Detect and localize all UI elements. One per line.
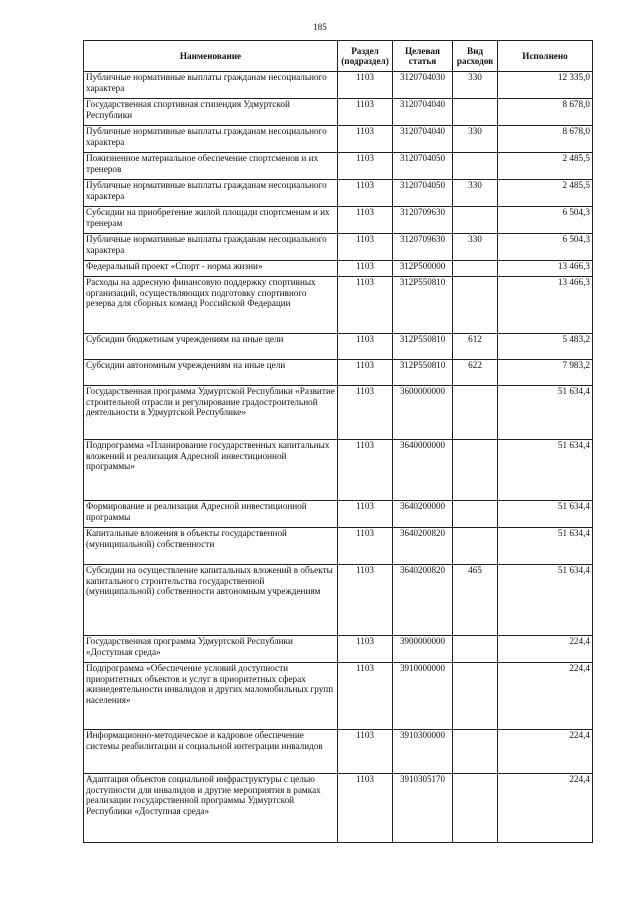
cell-target: 3640200820	[393, 528, 453, 565]
cell-amount: 51 634,4	[498, 386, 593, 440]
cell-section: 1103	[338, 126, 393, 153]
table-row	[84, 386, 593, 440]
cell-target: 3640200000	[393, 501, 453, 528]
cell-name: Публичные нормативные выплаты гражданам несоциального характера	[84, 234, 338, 261]
cell-kind	[453, 440, 498, 501]
cell-section: 1103	[338, 565, 393, 636]
header-amount: Исполнено	[498, 41, 593, 72]
cell-target: 3900000000	[393, 636, 453, 663]
cell-name: Федеральный проект «Спорт - норма жизни»	[84, 261, 338, 277]
header-target: Целевая статья	[393, 41, 453, 72]
cell-section: 1103	[338, 277, 393, 334]
cell-target: 312P500000	[393, 261, 453, 277]
cell-name: Подпрограмма «Обеспечение условий доступности приоритетных объектов и услуг в приоритетных сферах жизнедеятельности инвалидов и других маломобильных групп населения»	[84, 663, 338, 730]
cell-kind: 622	[453, 360, 498, 386]
cell-amount: 224,4	[498, 663, 593, 730]
cell-kind: 612	[453, 334, 498, 360]
table-row	[84, 72, 593, 99]
page-number: 185	[313, 22, 327, 32]
cell-amount: 5 483,2	[498, 334, 593, 360]
cell-kind	[453, 730, 498, 774]
cell-section: 1103	[338, 207, 393, 234]
cell-kind	[453, 501, 498, 528]
cell-amount: 51 634,4	[498, 501, 593, 528]
table-row	[84, 277, 593, 334]
cell-target: 3600000000	[393, 386, 453, 440]
cell-kind	[453, 277, 498, 334]
cell-amount: 51 634,4	[498, 440, 593, 501]
cell-amount: 8 678,0	[498, 99, 593, 126]
cell-name: Государственная спортивная стипендия Удмуртской Республики	[84, 99, 338, 126]
cell-amount: 12 335,0	[498, 72, 593, 99]
cell-amount: 6 504,3	[498, 207, 593, 234]
table-row	[84, 360, 593, 386]
table-row	[84, 501, 593, 528]
cell-name: Государственная программа Удмуртской Республики «Доступная среда»	[84, 636, 338, 663]
cell-target: 3120709630	[393, 207, 453, 234]
cell-section: 1103	[338, 180, 393, 207]
cell-kind	[453, 386, 498, 440]
cell-amount: 51 634,4	[498, 565, 593, 636]
cell-name: Публичные нормативные выплаты гражданам несоциального характера	[84, 126, 338, 153]
cell-target: 3910300000	[393, 730, 453, 774]
cell-kind: 465	[453, 565, 498, 636]
table-row	[84, 234, 593, 261]
table-row	[84, 528, 593, 565]
cell-section: 1103	[338, 440, 393, 501]
table-row	[84, 153, 593, 180]
cell-kind	[453, 636, 498, 663]
cell-amount: 224,4	[498, 730, 593, 774]
cell-name: Публичные нормативные выплаты гражданам несоциального характера	[84, 180, 338, 207]
cell-kind: 330	[453, 234, 498, 261]
header-kind: Вид расходов	[453, 41, 498, 72]
cell-section: 1103	[338, 360, 393, 386]
cell-name: Субсидии бюджетным учреждениям на иные цели	[84, 334, 338, 360]
cell-name: Субсидии на приобретение жилой площади спортсменам и их тренерам	[84, 207, 338, 234]
cell-target: 3640200820	[393, 565, 453, 636]
cell-section: 1103	[338, 774, 393, 843]
cell-amount: 13 466,3	[498, 261, 593, 277]
cell-kind: 330	[453, 126, 498, 153]
cell-target: 3910000000	[393, 663, 453, 730]
cell-kind	[453, 261, 498, 277]
table-row	[84, 440, 593, 501]
cell-section: 1103	[338, 663, 393, 730]
table-row	[84, 334, 593, 360]
cell-name: Пожизненное материальное обеспечение спортсменов и их тренеров	[84, 153, 338, 180]
table-body	[84, 72, 593, 843]
table-row	[84, 180, 593, 207]
cell-section: 1103	[338, 501, 393, 528]
cell-amount: 8 678,0	[498, 126, 593, 153]
cell-name: Расходы на адресную финансовую поддержку спортивных организаций, осуществляющих подготовку спортивного резерва для сборных команд Российской Федерации	[84, 277, 338, 334]
cell-amount: 13 466,3	[498, 277, 593, 334]
cell-target: 3120704030	[393, 72, 453, 99]
cell-kind	[453, 663, 498, 730]
cell-name: Субсидии на осуществление капитальных вложений в объекты капитального строительства государственной (муниципальной) собственности автономным учреждениям	[84, 565, 338, 636]
cell-amount: 2 485,5	[498, 153, 593, 180]
table-row	[84, 730, 593, 774]
cell-amount: 6 504,3	[498, 234, 593, 261]
cell-section: 1103	[338, 72, 393, 99]
cell-target: 3120704040	[393, 126, 453, 153]
cell-amount: 224,4	[498, 636, 593, 663]
header-name: Наименование	[84, 41, 338, 72]
cell-name: Адаптация объектов социальной инфраструктуры с целью доступности для инвалидов и другие мероприятия в рамках реализации государственной программы Удмуртской Республики «Доступная среда»	[84, 774, 338, 843]
cell-kind: 330	[453, 72, 498, 99]
cell-target: 3120709630	[393, 234, 453, 261]
cell-section: 1103	[338, 99, 393, 126]
cell-name: Информационно-методическое и кадровое обеспечение системы реабилитации и социальной интеграции инвалидов	[84, 730, 338, 774]
cell-kind	[453, 153, 498, 180]
table-header-row	[84, 41, 593, 72]
cell-target: 312P550810	[393, 277, 453, 334]
cell-section: 1103	[338, 386, 393, 440]
cell-section: 1103	[338, 528, 393, 565]
table-row	[84, 663, 593, 730]
cell-kind	[453, 528, 498, 565]
cell-target: 3910305170	[393, 774, 453, 843]
cell-target: 312P550810	[393, 360, 453, 386]
cell-section: 1103	[338, 334, 393, 360]
cell-target: 3120704040	[393, 99, 453, 126]
table-row	[84, 207, 593, 234]
cell-kind: 330	[453, 180, 498, 207]
cell-name: Капитальные вложения в объекты государственной (муниципальной) собственности	[84, 528, 338, 565]
table-row	[84, 565, 593, 636]
cell-target: 3640000000	[393, 440, 453, 501]
cell-target: 312P550810	[393, 334, 453, 360]
table-row	[84, 126, 593, 153]
cell-section: 1103	[338, 730, 393, 774]
cell-amount: 7 983,2	[498, 360, 593, 386]
table-row	[84, 99, 593, 126]
cell-target: 3120704050	[393, 153, 453, 180]
cell-name: Подпрограмма «Планирование государственных капитальных вложений и реализация Адресной инвестиционной программы»	[84, 440, 338, 501]
cell-name: Публичные нормативные выплаты гражданам несоциального характера	[84, 72, 338, 99]
budget-table	[83, 40, 593, 843]
cell-amount: 224,4	[498, 774, 593, 843]
cell-name: Государственная программа Удмуртской Республики «Развитие строительной отрасли и регулирование градостроительной деятельности в Удмуртской Республике»	[84, 386, 338, 440]
cell-kind	[453, 774, 498, 843]
cell-section: 1103	[338, 234, 393, 261]
cell-name: Формирование и реализация Адресной инвестиционной программы	[84, 501, 338, 528]
cell-kind	[453, 99, 498, 126]
cell-name: Субсидии автономным учреждениям на иные цели	[84, 360, 338, 386]
table-row	[84, 774, 593, 843]
cell-section: 1103	[338, 153, 393, 180]
cell-section: 1103	[338, 261, 393, 277]
cell-kind	[453, 207, 498, 234]
header-section: Раздел (подраздел)	[338, 41, 393, 72]
table-row	[84, 261, 593, 277]
table-row	[84, 636, 593, 663]
cell-amount: 51 634,4	[498, 528, 593, 565]
cell-target: 3120704050	[393, 180, 453, 207]
cell-amount: 2 485,5	[498, 180, 593, 207]
cell-section: 1103	[338, 636, 393, 663]
